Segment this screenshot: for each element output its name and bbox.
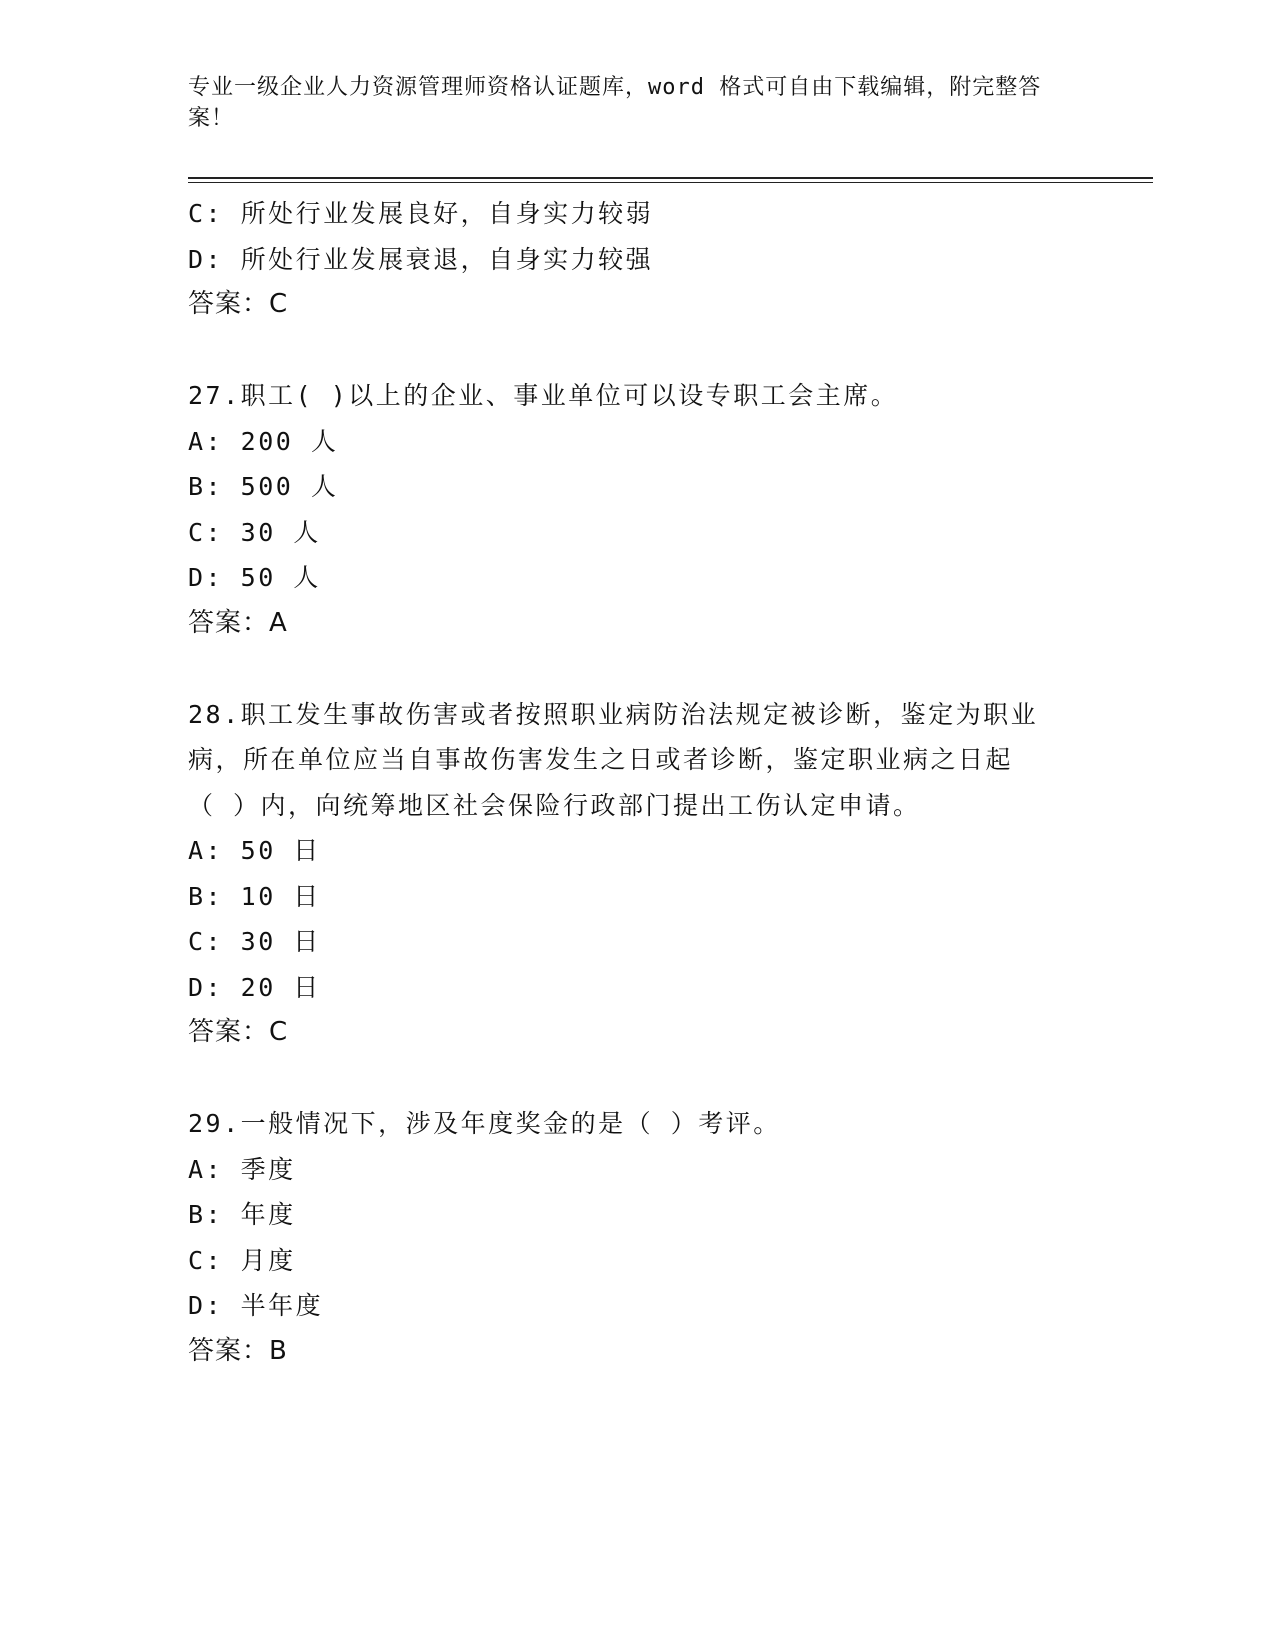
spacer (188, 646, 1088, 692)
option-b: B: 500 人 (188, 472, 339, 501)
spacer (188, 328, 1088, 374)
option-d: D: 20 日 (188, 972, 321, 1002)
question-text-line-2: 病，所在单位应当自事故伤害发生之日或者诊断，鉴定职业病之日起 (188, 745, 1014, 774)
option-c: C: 30 人 (188, 517, 321, 547)
question-text-line-1: 28.职工发生事故伤害或者按照职业病防治法规定被诊断，鉴定为职业 (188, 699, 1039, 729)
question-block-28 (188, 692, 1088, 1056)
question-block-29 (188, 1101, 1088, 1374)
option-c: C: 月度 (188, 1245, 296, 1275)
question-text: 29.一般情况下，涉及年度奖金的是（ ）考评。 (188, 1109, 781, 1138)
answer-line: 答案：B (188, 1335, 288, 1366)
header-text: 专业一级企业人力资源管理师资格认证题库，word 格式可自由下载编辑，附完整答案！ (188, 75, 1042, 131)
option-d: D: 半年度 (188, 1291, 324, 1320)
spacer (188, 1056, 1088, 1102)
answer-line: 答案：C (188, 1017, 289, 1047)
document-body (188, 191, 1088, 1374)
question-block-27 (188, 373, 1088, 646)
option-c: C: 30 日 (188, 927, 321, 956)
option-a: A: 季度 (188, 1154, 296, 1184)
question-text: 27.职工( )以上的企业、事业单位可以设专职工会主席。 (188, 381, 899, 410)
option-b: B: 10 日 (188, 881, 321, 911)
option-a: A: 50 日 (188, 836, 321, 865)
header-rule-thick (188, 177, 1153, 179)
answer-line: 答案：C (188, 289, 289, 319)
answer-line: 答案：A (188, 607, 288, 638)
question-text-line-3: （ ）内，向统筹地区社会保险行政部门提出工伤认定申请。 (188, 790, 921, 820)
question-block-26 (188, 191, 1088, 328)
page-header (188, 72, 1068, 134)
header-rule-thin (188, 182, 1153, 183)
option-b: B: 年度 (188, 1200, 296, 1229)
option-d: D: 50 人 (188, 563, 321, 592)
option-d: D: 所处行业发展衰退，自身实力较强 (188, 244, 654, 274)
option-c: C: 所处行业发展良好，自身实力较弱 (188, 199, 654, 228)
option-a: A: 200 人 (188, 426, 339, 456)
